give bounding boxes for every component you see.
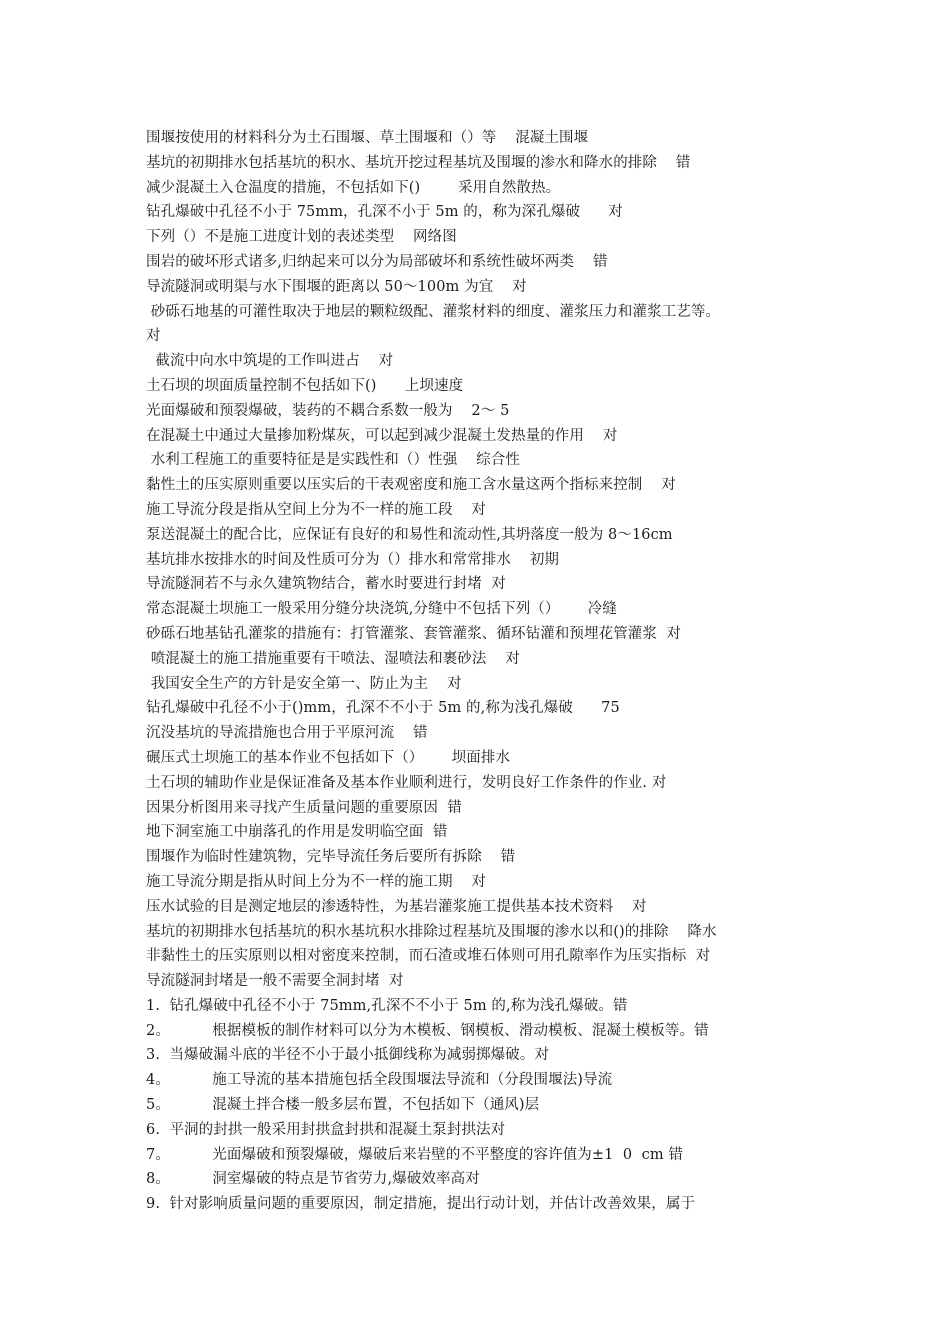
text-line: 6. 平洞的封拱一般采用封拱盒封拱和混凝土泵封拱法对 bbox=[146, 1121, 506, 1138]
text-line: 导流隧洞封堵是一般不需要全洞封堵 对 bbox=[146, 973, 404, 990]
text-line: 在混凝土中通过大量掺加粉煤灰，可以起到减少混凝土发热量的作用 对 bbox=[146, 427, 618, 444]
text-line: 基坑的初期排水包括基坑的积水基坑积水排除过程基坑及围堰的渗水以和()的排除 降水 bbox=[146, 923, 717, 940]
text-line: 施工导流分段是指从空间上分为不一样的施工段 对 bbox=[146, 501, 487, 518]
text-line: 导流隧洞若不与永久建筑物结合，蓄水时要进行封堵 对 bbox=[146, 576, 506, 593]
text-line: 泵送混凝土的配合比，应保证有良好的和易性和流动性,其坍落度一般为 8～16cm bbox=[146, 526, 673, 543]
text-line: 喷混凝土的施工措施重要有干喷法、湿喷法和裹砂法 对 bbox=[146, 650, 520, 667]
text-line: 砂砾石地基的可灌性取决于地层的颗粒级配、灌浆材料的细度、灌浆压力和灌浆工艺等。 bbox=[146, 303, 721, 320]
text-line: 水利工程施工的重要特征是是实践性和（）性强 综合性 bbox=[146, 452, 520, 469]
text-line: 基坑的初期排水包括基坑的积水、基坑开挖过程基坑及围堰的渗水和降水的排除 错 bbox=[146, 154, 691, 171]
text-line: 因果分析图用来寻找产生质量问题的重要原因 错 bbox=[146, 799, 463, 816]
text-line: 常态混凝土坝施工一般采用分缝分块浇筑,分缝中不包括下列（） 冷缝 bbox=[146, 601, 617, 618]
text-line: 我国安全生产的方针是安全第一、防止为主 对 bbox=[146, 675, 462, 692]
text-line: 地下洞室施工中崩落孔的作用是发明临空面 错 bbox=[146, 824, 448, 841]
text-line: 非黏性土的压实原则以相对密度来控制，而石渣或堆石体则可用孔隙率作为压实指标 对 bbox=[146, 948, 711, 965]
text-line: 光面爆破和预裂爆破，装药的不耦合系数一般为 2～ 5 bbox=[146, 402, 510, 419]
text-line: 导流隧洞或明渠与水下围堰的距离以 50～100m 为宜 对 bbox=[146, 278, 527, 295]
text-line: 基坑排水按排水的时间及性质可分为（）排水和常常排水 初期 bbox=[146, 551, 560, 568]
text-line: 减少混凝土入仓温度的措施，不包括如下() 采用自然散热。 bbox=[146, 179, 561, 196]
text-line: 碾压式土坝施工的基本作业不包括如下（） 坝面排水 bbox=[146, 749, 511, 766]
text-line: 2。 根据模板的制作材料可以分为木模板、钢模板、滑动模板、混凝土模板等。错 bbox=[146, 1022, 709, 1039]
text-line: 对 bbox=[146, 328, 161, 345]
text-line: 砂砾石地基钻孔灌浆的措施有：打管灌浆、套管灌浆、循环钻灌和预埋花管灌浆 对 bbox=[146, 625, 682, 642]
text-line: 7。 光面爆破和预裂爆破，爆破后来岩壁的不平整度的容许值为±1 0 cm 错 bbox=[146, 1146, 684, 1163]
text-line: 围堰按使用的材料科分为土石围堰、草土围堰和（）等 混凝土围堰 bbox=[146, 130, 589, 146]
text-line: 压水试验的目是测定地层的渗透特性，为基岩灌浆施工提供基本技术资料 对 bbox=[146, 898, 647, 915]
text-line: 钻孔爆破中孔径不小于 75mm，孔深不小于 5m 的，称为深孔爆破 对 bbox=[146, 204, 623, 221]
text-line: 施工导流分期是指从时间上分为不一样的施工期 对 bbox=[146, 873, 487, 890]
text-line: 截流中向水中筑堤的工作叫进占 对 bbox=[146, 353, 394, 370]
text-line: 下列（）不是施工进度计划的表述类型 网络图 bbox=[146, 229, 457, 246]
text-line: 黏性土的压实原则重要以压实后的干表观密度和施工含水量这两个指标来控制 对 bbox=[146, 477, 676, 494]
text-line: 3. 当爆破漏斗底的半径不小于最小抵御线称为减弱掷爆破。对 bbox=[146, 1047, 550, 1064]
text-line: 8。 洞室爆破的特点是节省劳力,爆破效率高对 bbox=[146, 1171, 480, 1188]
text-line: 土石坝的坝面质量控制不包括如下() 上坝速度 bbox=[146, 377, 464, 394]
text-line: 9. 针对影响质量问题的重要原因，制定措施，提出行动计划，并估计改善效果，属于 bbox=[146, 1196, 696, 1213]
text-line: 沉没基坑的导流措施也合用于平原河流 错 bbox=[146, 725, 428, 742]
text-line: 围堰作为临时性建筑物，完毕导流任务后要所有拆除 错 bbox=[146, 849, 516, 866]
text-line: 1. 钻孔爆破中孔径不小于 75mm,孔深不不小于 5m 的,称为浅孔爆破。错 bbox=[146, 997, 628, 1014]
text-line: 土石坝的辅助作业是保证准备及基本作业顺利进行，发明良好工作条件的作业. 对 bbox=[146, 774, 667, 791]
text-line: 5。 混凝土拌合楼一般多层布置，不包括如下（通风)层 bbox=[146, 1097, 540, 1114]
text-line: 4。 施工导流的基本措施包括全段围堰法导流和（分段围堰法)导流 bbox=[146, 1072, 613, 1089]
document-body bbox=[146, 126, 811, 1217]
text-line: 围岩的破坏形式诸多,归纳起来可以分为局部破坏和系统性破坏两类 错 bbox=[146, 253, 608, 270]
text-line: 钻孔爆破中孔径不小于()mm，孔深不不小于 5m 的,称为浅孔爆破 75 bbox=[146, 700, 620, 717]
